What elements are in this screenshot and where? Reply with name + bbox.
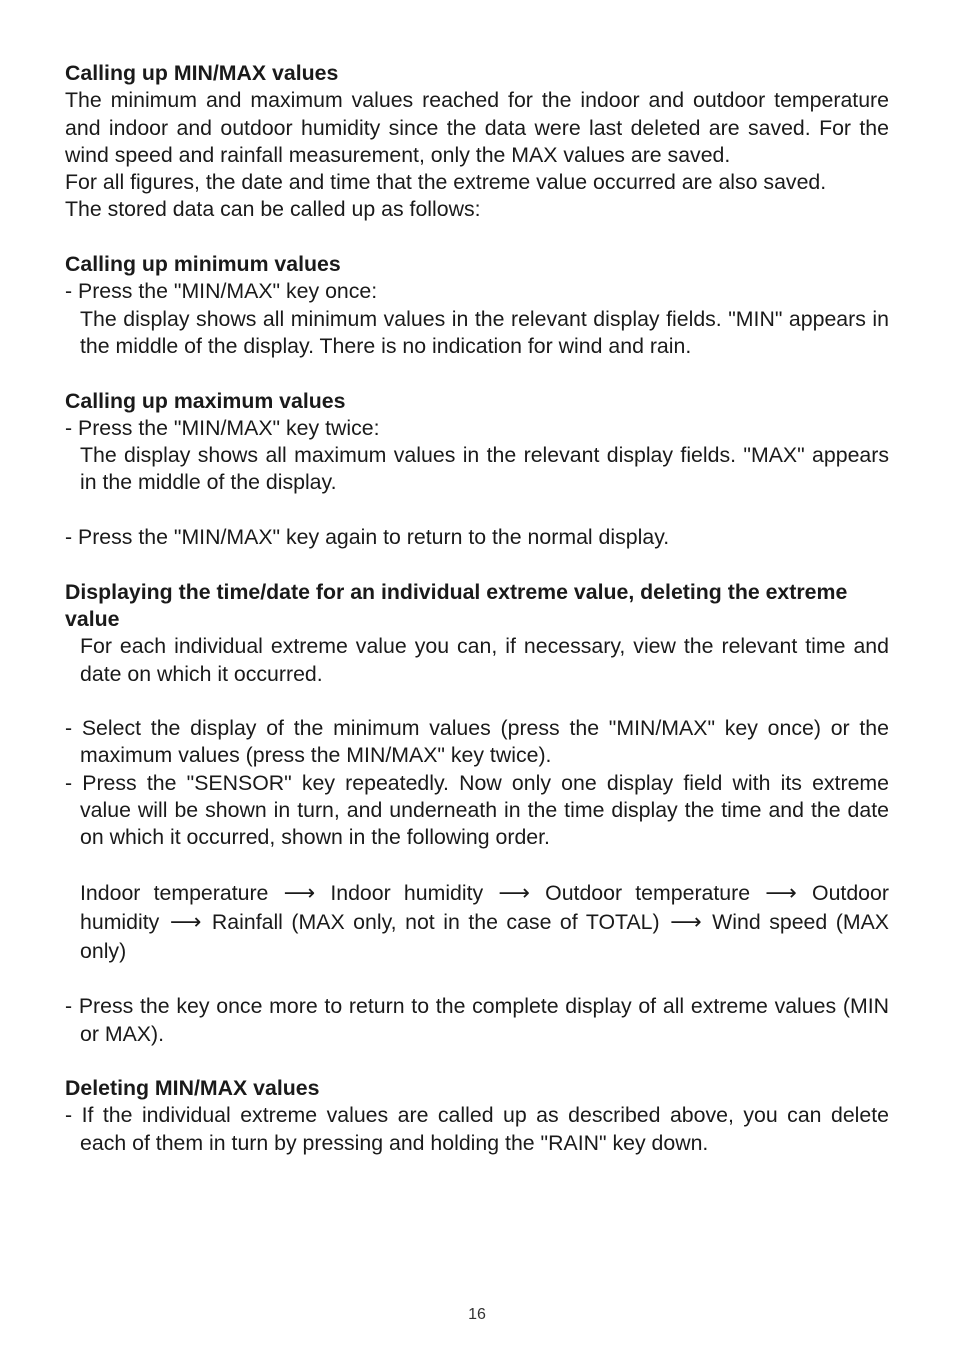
spacer [65, 852, 889, 879]
paragraph-called-up-as-follows: The stored data can be called up as follows: [65, 197, 481, 222]
paragraph-extreme-intro: For each individual extreme value you can, if necessary, view the relevant time and date on which it occurred. [80, 634, 889, 686]
heading-minimum-values: Calling up minimum values [65, 252, 341, 277]
step-press-once: - Press the "MIN/MAX" key once: [65, 279, 378, 304]
order-item: Outdoor temperature [545, 880, 751, 905]
heading-deleting-minmax: Deleting MIN/MAX values [65, 1076, 320, 1101]
arrow-right-icon: ⟶ [283, 880, 316, 906]
page-number: 16 [468, 1306, 486, 1323]
spacer [65, 360, 889, 387]
step-return-normal-display: - Press the "MIN/MAX" key again to return to the normal display. [65, 525, 670, 550]
step-select-display: - Select the display of the minimum values (press the "MIN/MAX" key once) or the maximum values (press the MIN/MAX" key twice). [65, 716, 889, 768]
step-delete-rain-key: - If the individual extreme values are called up as described above, you can delete each of them in turn by pressing and holding the "RAIN" key down. [65, 1103, 889, 1155]
step-press-sensor: - Press the "SENSOR" key repeatedly. Now only one display field with its extreme value will be shown in turn, and underneath in the time display the time and the date on which it occurred, shown in the following order. [65, 770, 889, 850]
arrow-right-icon: ⟶ [765, 880, 797, 906]
detail-maximum-display: The display shows all maximum values in the relevant display fields. "MAX" appears in the middle of the display. [80, 443, 889, 495]
order-item: Indoor humidity [330, 880, 484, 905]
arrow-right-icon: ⟶ [670, 909, 702, 935]
spacer [65, 551, 889, 578]
spacer [65, 224, 889, 251]
order-item: Indoor temperature [80, 880, 269, 905]
order-item: Outdoor humidity [80, 880, 889, 934]
display-order-sequence [65, 879, 889, 966]
step-return-complete-display: - Press the key once more to return to the complete display of all extreme values (MIN or MAX). [65, 994, 889, 1046]
paragraph-date-time-saved: For all figures, the date and time that the extreme value occurred are also saved. [65, 170, 827, 195]
heading-calling-up-minmax: Calling up MIN/MAX values [65, 61, 339, 85]
spacer [65, 1048, 889, 1075]
detail-minimum-display: The display shows all minimum values in the relevant display fields. "MIN" appears in the middle of the display. There is no indication for wind and rain. [80, 306, 889, 358]
step-press-twice: - Press the "MIN/MAX" key twice: [65, 415, 380, 440]
spacer [65, 966, 889, 993]
order-item: Rainfall (MAX only, not in the case of TOTAL) [211, 909, 660, 934]
heading-extreme-value-time-date: Displaying the time/date for an individual extreme value, deleting the extreme value [65, 579, 848, 631]
order-item: Wind speed (MAX only) [80, 909, 889, 963]
spacer [65, 497, 889, 524]
spacer [65, 688, 889, 715]
heading-maximum-values: Calling up maximum values [65, 388, 346, 413]
document-page [65, 60, 889, 1157]
arrow-right-icon: ⟶ [169, 909, 202, 935]
paragraph-saved-values: The minimum and maximum values reached for the indoor and outdoor temperature and indoor and outdoor humidity since the data were last deleted are saved. For the wind speed and rainfall measurement, only the MAX values are saved. [65, 88, 889, 167]
arrow-right-icon: ⟶ [498, 880, 530, 906]
